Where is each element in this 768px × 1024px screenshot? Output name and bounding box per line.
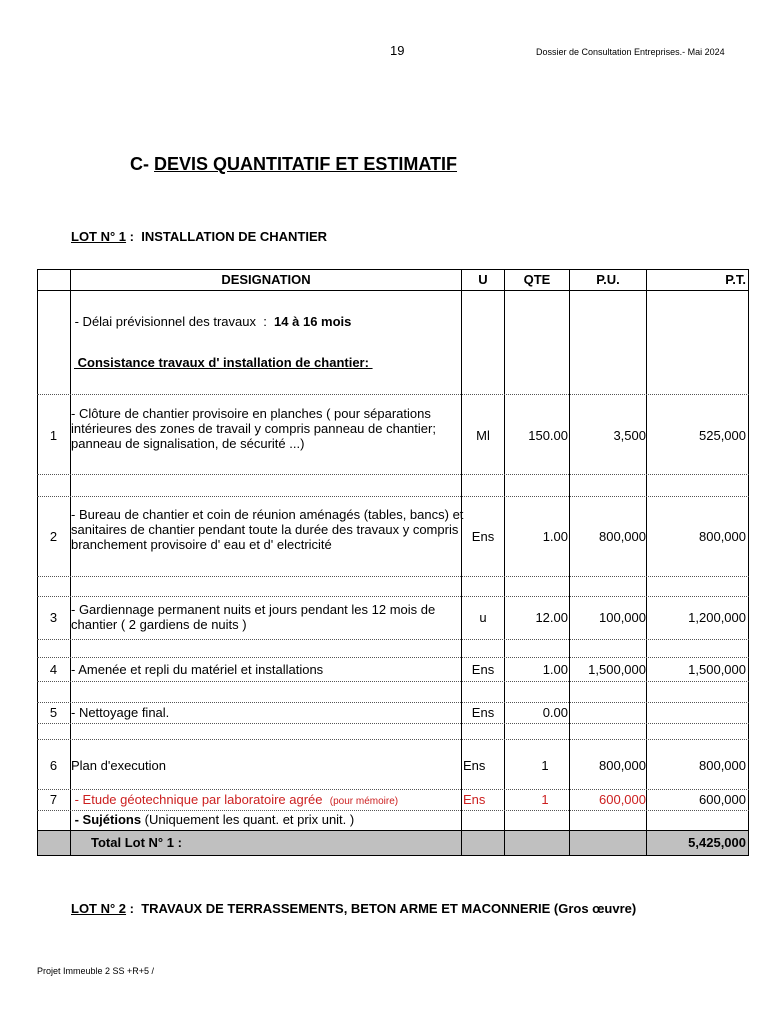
lot2-label: LOT N° 2 <box>71 901 127 916</box>
lot1-sep: : <box>126 229 142 244</box>
sujetions-label: - Sujétions <box>71 812 142 827</box>
row-unit-price: 100,000 <box>599 610 646 625</box>
row-divider <box>37 810 749 811</box>
row-designation: - Clôture de chantier provisoire en planches ( pour séparations intérieures des zones de travail y compris panneau de chantier; panneau de signalisation, de sécurité ...) <box>71 406 436 451</box>
row-quantity: 150.00 <box>528 428 568 443</box>
row-designation-text: - Etude géotechnique par laboratoire agrée <box>71 792 323 807</box>
sujetions-line <box>71 812 354 827</box>
row-number: 2 <box>49 529 58 544</box>
row-divider <box>37 639 749 640</box>
total-value: 5,425,000 <box>688 835 746 850</box>
header-designation: DESIGNATION <box>221 272 311 287</box>
row-unit-price: 800,000 <box>599 529 646 544</box>
table-border-right <box>748 269 749 856</box>
row-divider <box>37 657 749 658</box>
row-number: 1 <box>49 428 58 443</box>
row-unit: Ens <box>471 529 495 544</box>
row-total-price: 525,000 <box>699 428 746 443</box>
row-designation: - Gardiennage permanent nuits et jours pendant les 12 mois de chantier ( 2 gardiens de nuits ) <box>71 602 436 632</box>
lot2-title: TRAVAUX DE TERRASSEMENTS, BETON ARME ET MACONNERIE (Gros œuvre) <box>141 901 637 916</box>
table-border-bottom <box>37 855 749 856</box>
row-unit: Ens <box>463 758 486 773</box>
lot1-label: LOT N° 1 <box>71 229 127 244</box>
row-unit-price: 1,500,000 <box>588 662 646 677</box>
estimate-table <box>37 269 749 856</box>
header-divider <box>37 290 749 291</box>
lot2-heading <box>71 901 636 916</box>
row-designation <box>71 792 398 809</box>
row-designation-note: (pour mémoire) <box>329 796 399 807</box>
total-divider <box>37 830 749 831</box>
row-unit: Ens <box>471 662 495 677</box>
header-unit: U <box>478 272 488 287</box>
row-divider <box>37 474 749 475</box>
row-number: 7 <box>49 792 58 807</box>
row-unit: u <box>479 610 487 625</box>
row-unit: Ml <box>476 428 490 443</box>
row-number: 5 <box>49 705 58 720</box>
row-quantity: 1.00 <box>542 529 568 544</box>
row-quantity: 1 <box>541 758 549 773</box>
row-unit-price: 3,500 <box>613 428 646 443</box>
row-number: 3 <box>49 610 58 625</box>
delai-label: - Délai prévisionnel des travaux : <box>71 314 275 329</box>
row-quantity: 1.00 <box>542 662 568 677</box>
row-total-price: 600,000 <box>699 792 746 807</box>
row-total-price: 800,000 <box>699 758 746 773</box>
row-designation: - Bureau de chantier et coin de réunion aménagés (tables, bancs) et sanitaires de chantier pendant toute la durée des travaux y compris branchement provisoire d' eau et d' electricité <box>71 507 464 552</box>
header-total-price: P.T. <box>725 272 746 287</box>
row-number: 4 <box>49 662 58 677</box>
document-header: Dossier de Consultation Entreprises.- Mai 2024 <box>536 47 725 57</box>
row-divider <box>37 739 749 740</box>
title-text: DEVIS QUANTITATIF ET ESTIMATIF <box>154 154 458 174</box>
title-prefix: C- <box>130 154 149 174</box>
page-title <box>130 154 457 175</box>
row-designation: - Nettoyage final. <box>71 705 170 720</box>
row-divider <box>37 723 749 724</box>
sujetions-text: (Uniquement les quant. et prix unit. ) <box>141 812 355 827</box>
consistance-heading: Consistance travaux d' installation de chantier: <box>74 355 373 370</box>
header-unit-price: P.U. <box>596 272 620 287</box>
row-unit: Ens <box>463 792 486 807</box>
table-col-divider <box>461 269 462 856</box>
page-number: 19 <box>390 43 405 58</box>
row-divider <box>37 394 749 395</box>
page-footer: Projet Immeuble 2 SS +R+5 / <box>37 966 155 976</box>
table-border-top <box>37 269 749 270</box>
total-label: Total Lot N° 1 : <box>91 835 182 850</box>
header-quantity: QTE <box>523 272 551 287</box>
row-number: 6 <box>49 758 58 773</box>
row-quantity: 12.00 <box>535 610 568 625</box>
row-unit-price: 800,000 <box>599 758 646 773</box>
delai-line <box>71 314 351 329</box>
delai-value: 14 à 16 mois <box>274 314 352 329</box>
row-total-price: 800,000 <box>699 529 746 544</box>
row-total-price: 1,500,000 <box>688 662 746 677</box>
row-divider <box>37 681 749 682</box>
row-divider <box>37 596 749 597</box>
lot1-heading <box>71 229 327 244</box>
row-divider <box>37 702 749 703</box>
lot2-sep: : <box>126 901 142 916</box>
row-designation: Plan d'execution <box>71 758 166 773</box>
row-divider <box>37 576 749 577</box>
row-quantity: 0.00 <box>542 705 568 720</box>
row-quantity: 1 <box>541 792 549 807</box>
row-unit: Ens <box>471 705 495 720</box>
row-divider <box>37 496 749 497</box>
row-designation: - Amenée et repli du matériel et installations <box>71 662 324 677</box>
row-unit-price: 600,000 <box>599 792 646 807</box>
row-divider <box>37 789 749 790</box>
row-total-price: 1,200,000 <box>688 610 746 625</box>
lot1-title: INSTALLATION DE CHANTIER <box>141 229 328 244</box>
